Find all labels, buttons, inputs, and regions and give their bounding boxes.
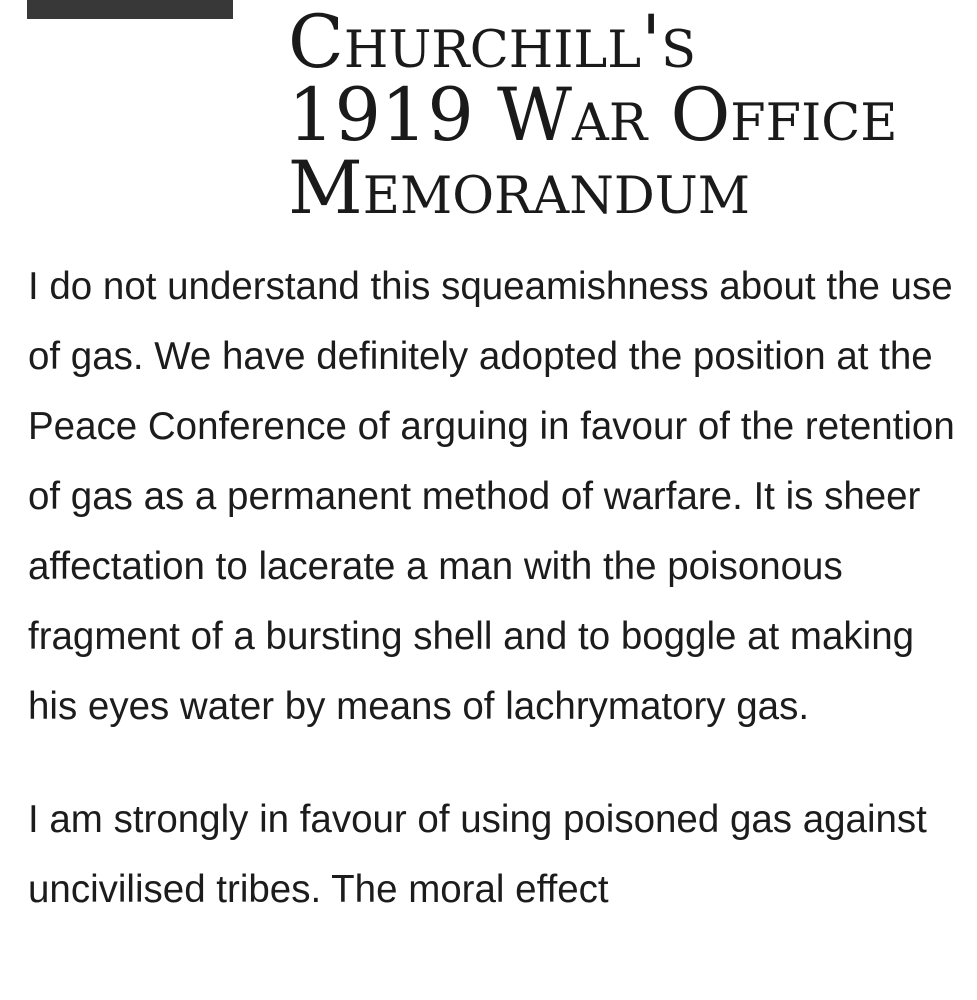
- article-body: [28, 252, 968, 968]
- page-title: [288, 0, 968, 231]
- paragraph: I am strongly in favour of using poisoned gas against uncivilised tribes. The moral effect: [28, 798, 927, 911]
- paragraph: I do not understand this squeamishness about the use of gas. We have definitely adopted the position at the Peace Conference of arguing in favour of the retention of gas as a permanent method of warfare. It is sheer affectation to lacerate a man with the poisonous fragment of a bursting shell and to boggle at making his eyes water by means of lachrymatory gas.: [28, 265, 955, 728]
- title-line-3: Memorandum: [288, 146, 750, 231]
- title-line-2: 1919 War Office: [288, 73, 898, 158]
- title-line-1: Churchill's: [288, 0, 697, 85]
- top-bar: [27, 0, 233, 19]
